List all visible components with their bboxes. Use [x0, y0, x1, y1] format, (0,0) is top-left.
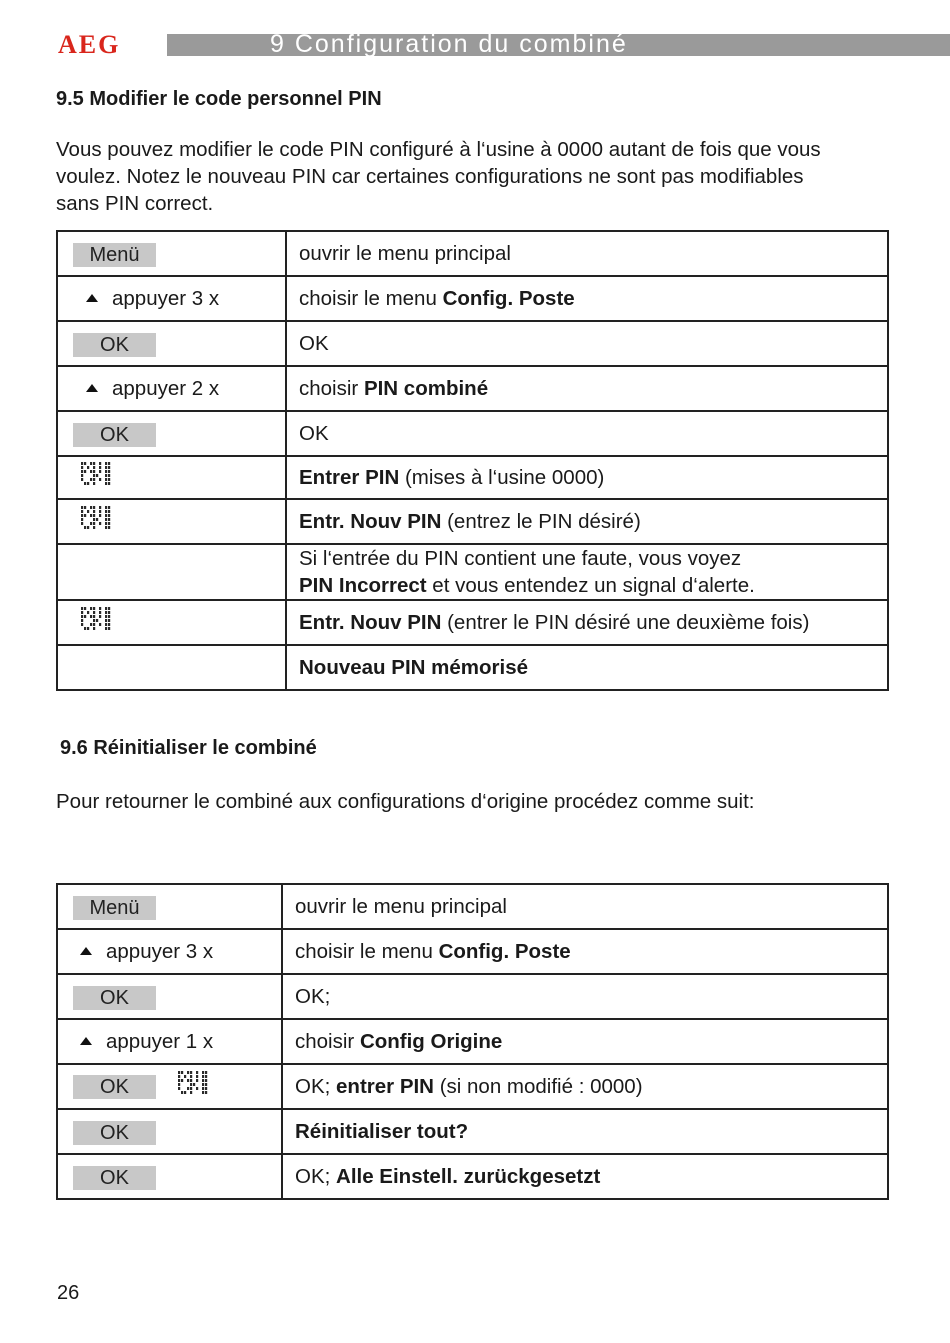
table-row [57, 544, 888, 600]
action-bold-text: Nouveau PIN mémorisé [299, 656, 528, 679]
table-row [57, 411, 888, 456]
step-action-cell [286, 544, 888, 600]
up-arrow-icon [86, 294, 98, 302]
step-action-cell [282, 1154, 888, 1199]
step-action-cell [286, 276, 888, 321]
step-action-cell [286, 366, 888, 411]
action-line [299, 464, 887, 491]
table-row [57, 600, 888, 645]
pin-change-steps-table [56, 230, 889, 691]
action-bold-text: entrer PIN [336, 1075, 434, 1098]
step-action-cell [282, 884, 888, 929]
menu-key-button: Menü [73, 243, 156, 267]
section-9-5-title: 9.5 Modifier le code personnel PIN [56, 88, 382, 110]
table-row [57, 645, 888, 690]
ok-key-button: OK [73, 423, 156, 447]
step-action-cell [286, 600, 888, 645]
reset-steps-table [56, 883, 889, 1200]
step-input-cell [57, 366, 286, 411]
table-row [57, 1154, 888, 1199]
keypad-icon [81, 505, 111, 538]
action-text: OK [299, 332, 329, 355]
up-arrow-icon [86, 384, 98, 392]
table-row [57, 1109, 888, 1154]
intro-line: Vous pouvez modifier le code PIN configuré à l‘usine à 0000 autant de fois que vous [56, 138, 821, 161]
intro-line: voulez. Notez le nouveau PIN car certaines configurations ne sont pas modifiables [56, 165, 804, 188]
step-input-cell [57, 456, 286, 499]
action-text: OK; [295, 1075, 337, 1098]
action-bold-text: Entr. Nouv PIN [299, 611, 442, 634]
step-input-cell [57, 411, 286, 456]
action-line [299, 420, 887, 447]
step-action-cell [282, 929, 888, 974]
page-number: 26 [57, 1282, 80, 1304]
keypad-icon [178, 1070, 208, 1103]
up-arrow-icon [80, 947, 92, 955]
action-text: ouvrir le menu principal [295, 895, 507, 918]
action-text: Si l‘entrée du PIN contient une faute, vous voyez [299, 547, 742, 570]
step-input-cell [57, 1154, 282, 1199]
action-text: (si non modifié : 0000) [434, 1075, 643, 1098]
press-count-label: appuyer 3 x [106, 940, 214, 963]
action-line [295, 983, 887, 1010]
table-row [57, 499, 888, 544]
action-bold-text: Config. Poste [442, 287, 575, 310]
step-action-cell [286, 456, 888, 499]
step-action-cell [282, 1109, 888, 1154]
chapter-header-bar [167, 30, 950, 58]
action-line [299, 375, 887, 402]
step-input-cell [57, 276, 286, 321]
step-input-cell [57, 929, 282, 974]
keypad-icon [81, 606, 111, 639]
table-row [57, 276, 888, 321]
step-action-cell [282, 1064, 888, 1109]
action-text: ouvrir le menu principal [299, 242, 511, 265]
action-text: OK [299, 422, 329, 445]
step-input-cell [57, 231, 286, 276]
up-arrow-icon [80, 1037, 92, 1045]
action-line [299, 654, 887, 681]
action-text: choisir [299, 377, 364, 400]
ok-key-button: OK [73, 333, 156, 357]
action-bold-text: Config Origine [359, 1030, 503, 1053]
section-9-6-title: 9.6 Réinitialiser le combiné [60, 737, 317, 759]
press-count-label: appuyer 2 x [112, 377, 220, 400]
table-row [57, 366, 888, 411]
action-line [299, 545, 887, 572]
action-text: (mises à l‘usine 0000) [399, 466, 605, 489]
table-row [57, 929, 888, 974]
press-count-label: appuyer 3 x [112, 287, 220, 310]
table-row [57, 974, 888, 1019]
step-action-cell [286, 499, 888, 544]
action-line [295, 1118, 887, 1145]
action-line [299, 330, 887, 357]
action-line [299, 508, 887, 535]
step-input-cell [57, 645, 286, 690]
action-line [299, 609, 887, 636]
action-line [299, 285, 887, 312]
intro-line: sans PIN correct. [56, 192, 214, 215]
ok-key-button: OK [73, 1075, 156, 1099]
action-line [295, 938, 887, 965]
step-input-cell [57, 1064, 282, 1109]
table-row [57, 456, 888, 499]
action-bold-text: Config. Poste [438, 940, 571, 963]
action-text: choisir [295, 1030, 360, 1053]
action-text: OK; [295, 985, 331, 1008]
ok-key-button: OK [73, 1121, 156, 1145]
brand-logo: AEG [58, 30, 121, 59]
chapter-title: 9 Configuration du combiné [270, 30, 628, 58]
section-9-6-intro: Pour retourner le combiné aux configurations d‘origine procédez comme suit: [56, 790, 755, 813]
step-input-cell [57, 321, 286, 366]
step-input-cell [57, 974, 282, 1019]
step-input-cell [57, 1109, 282, 1154]
step-action-cell [286, 645, 888, 690]
step-input-cell [57, 544, 286, 600]
step-action-cell [282, 1019, 888, 1064]
step-input-cell [57, 1019, 282, 1064]
table-row [57, 321, 888, 366]
step-action-cell [282, 974, 888, 1019]
step-action-cell [286, 321, 888, 366]
ok-key-button: OK [73, 986, 156, 1010]
action-bold-text: PIN Incorrect [299, 574, 427, 597]
ok-key-button: OK [73, 1166, 156, 1190]
step-input-cell [57, 600, 286, 645]
action-line [295, 1073, 887, 1100]
table-row [57, 1064, 888, 1109]
section-9-5-intro [56, 136, 906, 217]
action-bold-text: Réinitialiser tout? [295, 1120, 469, 1143]
menu-key-button: Menü [73, 896, 156, 920]
action-text: (entrez le PIN désiré) [441, 510, 641, 533]
action-text: choisir le menu [299, 287, 443, 310]
action-text: (entrer le PIN désiré une deuxième fois) [441, 611, 810, 634]
action-line [299, 240, 887, 267]
action-line [299, 572, 887, 599]
table-row [57, 231, 888, 276]
action-bold-text: Entrer PIN [299, 466, 400, 489]
step-action-cell [286, 411, 888, 456]
action-bold-text: Alle Einstell. zurückgesetzt [336, 1165, 601, 1188]
action-bold-text: PIN combiné [363, 377, 489, 400]
table-row [57, 884, 888, 929]
action-line [295, 893, 887, 920]
step-input-cell [57, 499, 286, 544]
action-text: choisir le menu [295, 940, 439, 963]
step-input-cell [57, 884, 282, 929]
action-text: et vous entendez un signal d‘alerte. [426, 574, 755, 597]
step-action-cell [286, 231, 888, 276]
action-line [295, 1028, 887, 1055]
action-bold-text: Entr. Nouv PIN [299, 510, 442, 533]
keypad-icon [81, 461, 111, 494]
action-line [295, 1163, 887, 1190]
table-row [57, 1019, 888, 1064]
press-count-label: appuyer 1 x [106, 1030, 214, 1053]
action-text: OK; [295, 1165, 337, 1188]
